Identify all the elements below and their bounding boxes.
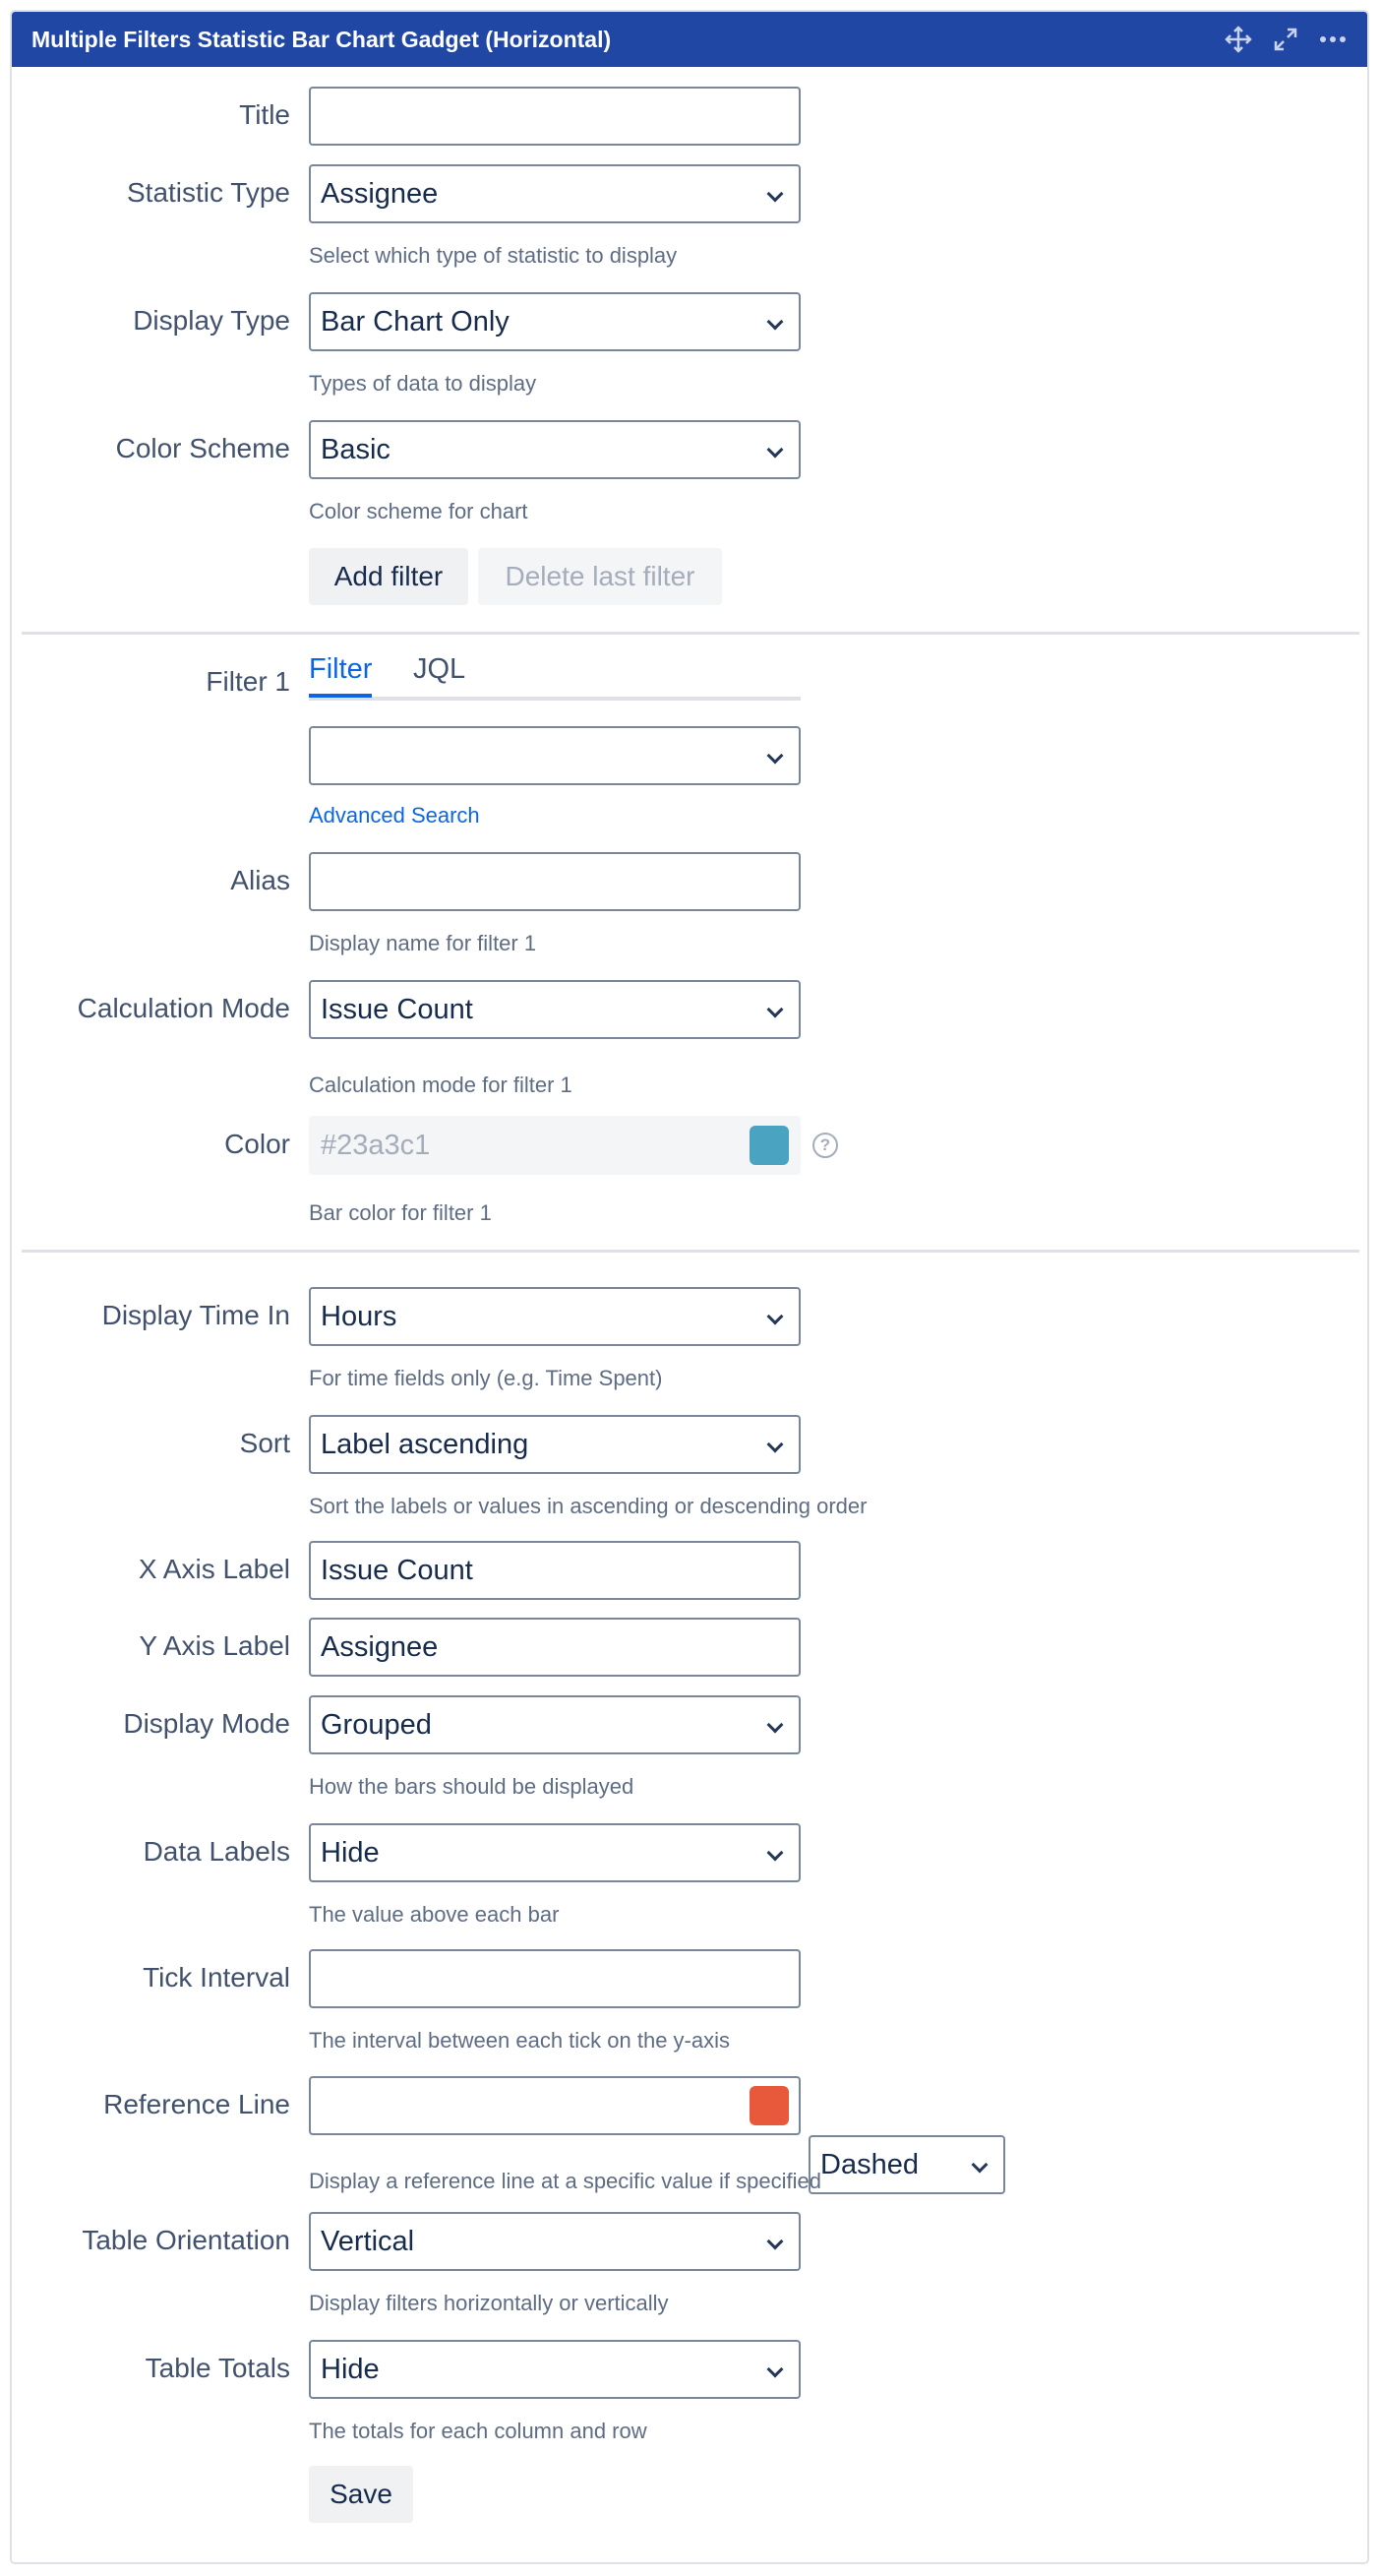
reference-line-style-select[interactable]: Dashed — [809, 2135, 1005, 2194]
move-icon[interactable] — [1224, 25, 1253, 54]
sort-label: Sort — [239, 1428, 290, 1458]
statistic-type-help: Select which type of statistic to display — [309, 243, 678, 268]
table-totals-select[interactable]: Hide — [309, 2340, 801, 2399]
section-divider — [22, 632, 1359, 635]
display-mode-label: Display Mode — [123, 1708, 290, 1739]
y-axis-label-label: Y Axis Label — [139, 1630, 290, 1661]
section-divider — [22, 1250, 1359, 1253]
x-axis-label-input[interactable]: Issue Count — [309, 1541, 801, 1600]
display-type-label: Display Type — [133, 305, 290, 336]
expand-icon[interactable] — [1271, 25, 1300, 54]
color-swatch[interactable] — [750, 1126, 789, 1165]
alias-label: Alias — [230, 865, 290, 895]
color-scheme-label: Color Scheme — [115, 433, 290, 463]
data-labels-label: Data Labels — [143, 1836, 290, 1867]
color-help: Bar color for filter 1 — [309, 1200, 492, 1225]
reference-line-label: Reference Line — [103, 2089, 290, 2119]
sort-help: Sort the labels or values in ascending or descending order — [309, 1494, 868, 1518]
tick-interval-help: The interval between each tick on the y-axis — [309, 2028, 731, 2053]
filter-tabs — [309, 653, 801, 701]
title-label: Title — [239, 99, 290, 130]
gadget-title: Multiple Filters Statistic Bar Chart Gadget (Horizontal) — [31, 26, 612, 52]
reference-line-help: Display a reference line at a specific value if specified — [309, 2169, 821, 2193]
gadget-panel — [10, 10, 1369, 2564]
more-icon[interactable] — [1318, 25, 1348, 54]
color-label: Color — [224, 1129, 290, 1159]
statistic-type-select[interactable]: Assignee — [309, 164, 801, 223]
table-totals-label: Table Totals — [145, 2353, 290, 2383]
y-axis-label-input[interactable]: Assignee — [309, 1618, 801, 1677]
tab-filter[interactable]: Filter — [309, 653, 373, 685]
color-scheme-select[interactable]: Basic — [309, 420, 801, 479]
tick-interval-label: Tick Interval — [143, 1962, 290, 1993]
alias-help: Display name for filter 1 — [309, 931, 537, 955]
tab-jql[interactable]: JQL — [413, 653, 466, 685]
display-mode-select[interactable]: Grouped — [309, 1695, 801, 1754]
advanced-search-link[interactable]: Advanced Search — [309, 803, 480, 828]
display-time-in-select[interactable]: Hours — [309, 1287, 801, 1346]
save-button[interactable]: Save — [309, 2466, 413, 2523]
alias-input[interactable] — [309, 852, 801, 911]
filter-select[interactable] — [309, 726, 801, 785]
calculation-mode-label: Calculation Mode — [77, 993, 290, 1023]
calculation-mode-help: Calculation mode for filter 1 — [309, 1073, 572, 1097]
x-axis-label-label: X Axis Label — [138, 1554, 290, 1584]
table-orientation-help: Display filters horizontally or vertically — [309, 2291, 669, 2315]
display-type-select[interactable]: Bar Chart Only — [309, 292, 801, 351]
display-type-help: Types of data to display — [309, 371, 537, 396]
color-input[interactable]: #23a3c1 — [309, 1116, 801, 1175]
reference-line-input[interactable] — [309, 2076, 801, 2135]
title-input[interactable] — [309, 87, 801, 146]
color-scheme-help: Color scheme for chart — [309, 499, 528, 523]
calculation-mode-select[interactable]: Issue Count — [309, 980, 801, 1039]
data-labels-help: The value above each bar — [309, 1902, 560, 1927]
filter-1-label: Filter 1 — [206, 666, 290, 697]
add-filter-button[interactable]: Add filter — [309, 548, 468, 605]
gadget-header — [12, 12, 1367, 67]
tick-interval-input[interactable] — [309, 1949, 801, 2008]
header-actions — [1224, 25, 1348, 54]
display-time-in-help: For time fields only (e.g. Time Spent) — [309, 1366, 663, 1390]
statistic-type-label: Statistic Type — [126, 177, 290, 208]
data-labels-select[interactable]: Hide — [309, 1823, 801, 1882]
table-orientation-label: Table Orientation — [82, 2225, 290, 2255]
display-mode-help: How the bars should be displayed — [309, 1774, 634, 1799]
reference-line-color-swatch[interactable] — [750, 2086, 789, 2125]
delete-last-filter-button[interactable]: Delete last filter — [478, 548, 722, 605]
help-icon[interactable]: ? — [812, 1133, 838, 1158]
sort-select[interactable]: Label ascending — [309, 1415, 801, 1474]
table-totals-help: The totals for each column and row — [309, 2419, 647, 2443]
table-orientation-select[interactable]: Vertical — [309, 2212, 801, 2271]
display-time-in-label: Display Time In — [101, 1300, 290, 1330]
